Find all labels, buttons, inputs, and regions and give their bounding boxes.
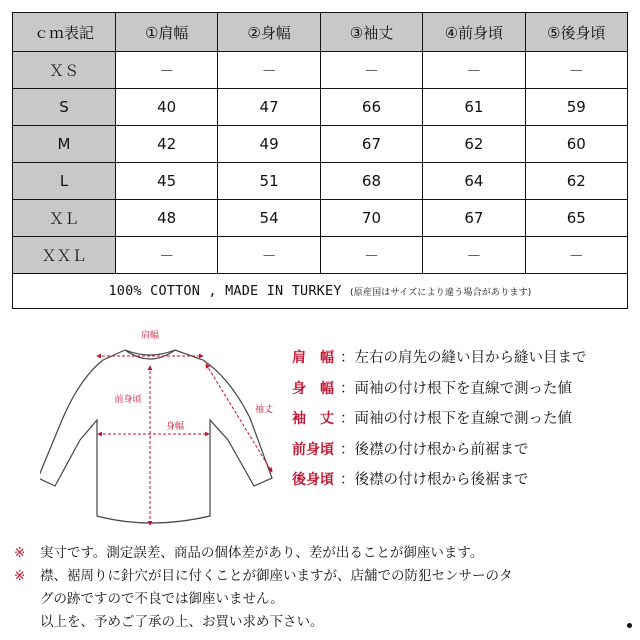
table-cell: 67 — [320, 126, 422, 163]
table-row — [13, 200, 628, 237]
legend-term: 前身頃 — [292, 441, 334, 458]
table-cell: 66 — [320, 89, 422, 126]
note-line: 以上を、予めご了承の上、お買い求め下さい。 — [40, 614, 324, 630]
table-cell: 61 — [423, 89, 525, 126]
table-cell: 40 — [116, 89, 218, 126]
table-cell: 42 — [116, 126, 218, 163]
size-label: M — [13, 126, 116, 163]
table-cell: 54 — [218, 200, 320, 237]
legend-term: 肩 幅 — [292, 350, 334, 366]
note-text: 襟、裾周りに針穴が目に付くことが御座いますが、店舗での防犯センサーのタ — [40, 568, 513, 584]
table-cell: 51 — [218, 163, 320, 200]
legend-desc: ：両袖の付け根下を直線で測った値 — [340, 411, 572, 427]
legend-item — [292, 438, 637, 469]
table-cell: 62 — [525, 163, 627, 200]
table-cell: 47 — [218, 89, 320, 126]
header-cell: ⑤後身頃 — [525, 13, 627, 52]
note-line: グの跡ですので不良では御座いません。 — [40, 591, 284, 607]
note-text: 実寸です。測定誤差、商品の個体差があり、差が出ることが御座います。 — [40, 545, 484, 561]
table-cell: － — [320, 52, 422, 89]
size-label: ＸＬ — [13, 200, 116, 237]
material-row — [13, 274, 628, 309]
table-cell: 67 — [423, 200, 525, 237]
table-cell: － — [320, 237, 422, 274]
header-cell: ③袖丈 — [320, 13, 422, 52]
table-cell: 60 — [525, 126, 627, 163]
table-cell: － — [218, 237, 320, 274]
table-cell: 45 — [116, 163, 218, 200]
size-label: L — [13, 163, 116, 200]
note-line — [14, 542, 634, 565]
table-header-row — [13, 13, 628, 52]
size-label: ＸＸＬ — [13, 237, 116, 274]
table-cell: － — [116, 52, 218, 89]
legend-desc: ：後襟の付け根から前裾まで — [340, 441, 529, 458]
header-cell: ｃｍ表記 — [13, 13, 116, 52]
header-cell: ②身幅 — [218, 13, 320, 52]
table-cell: － — [218, 52, 320, 89]
legend-term: 袖 丈 — [292, 411, 334, 427]
legend-item — [292, 468, 637, 499]
table-cell: 59 — [525, 89, 627, 126]
origin-note: (原産国はサイズにより違う場合があります) — [350, 288, 532, 298]
legend-desc: ：後襟の付け根から後裾まで — [340, 472, 529, 488]
material-text: 100% COTTON , MADE IN TURKEY — [108, 283, 342, 299]
size-label: S — [13, 89, 116, 126]
legend-term: 身 幅 — [292, 380, 334, 397]
legend-desc: ：左右の肩先の縫い目から縫い目まで — [340, 350, 587, 366]
table-cell: 62 — [423, 126, 525, 163]
table-cell: － — [423, 237, 525, 274]
size-label: ＸＳ — [13, 52, 116, 89]
table-cell: 64 — [423, 163, 525, 200]
table-row — [13, 163, 628, 200]
note-line — [14, 565, 634, 588]
size-table — [12, 12, 628, 309]
table-cell: － — [423, 52, 525, 89]
legend-item — [292, 377, 637, 408]
table-cell: － — [116, 237, 218, 274]
material-cell — [13, 274, 628, 309]
note-mark: ※ — [14, 568, 26, 584]
table-row — [13, 52, 628, 89]
table-row — [13, 126, 628, 163]
garment-diagram — [40, 328, 310, 538]
front-length-label: 前身頃 — [114, 395, 142, 405]
table-cell: 65 — [525, 200, 627, 237]
table-cell: 70 — [320, 200, 422, 237]
table-cell: 68 — [320, 163, 422, 200]
legend-item — [292, 346, 637, 377]
notes-section — [14, 542, 634, 634]
body-width-label: 身幅 — [165, 422, 185, 432]
corner-dot — [627, 623, 632, 628]
legend-item — [292, 407, 637, 438]
shirt-outline — [40, 350, 272, 523]
table-cell: 49 — [218, 126, 320, 163]
sleeve-label: 袖丈 — [254, 405, 274, 415]
header-cell: ①肩幅 — [116, 13, 218, 52]
table-cell: － — [525, 52, 627, 89]
header-cell: ④前身頃 — [423, 13, 525, 52]
table-cell: － — [525, 237, 627, 274]
shoulder-label: 肩幅 — [140, 331, 160, 341]
table-cell: 48 — [116, 200, 218, 237]
table-row — [13, 89, 628, 126]
legend-desc: ：両袖の付け根下を直線で測った値 — [340, 380, 572, 397]
legend-term: 後身頃 — [292, 472, 334, 488]
measurement-legend — [292, 346, 637, 499]
table-row — [13, 237, 628, 274]
note-mark: ※ — [14, 545, 26, 561]
